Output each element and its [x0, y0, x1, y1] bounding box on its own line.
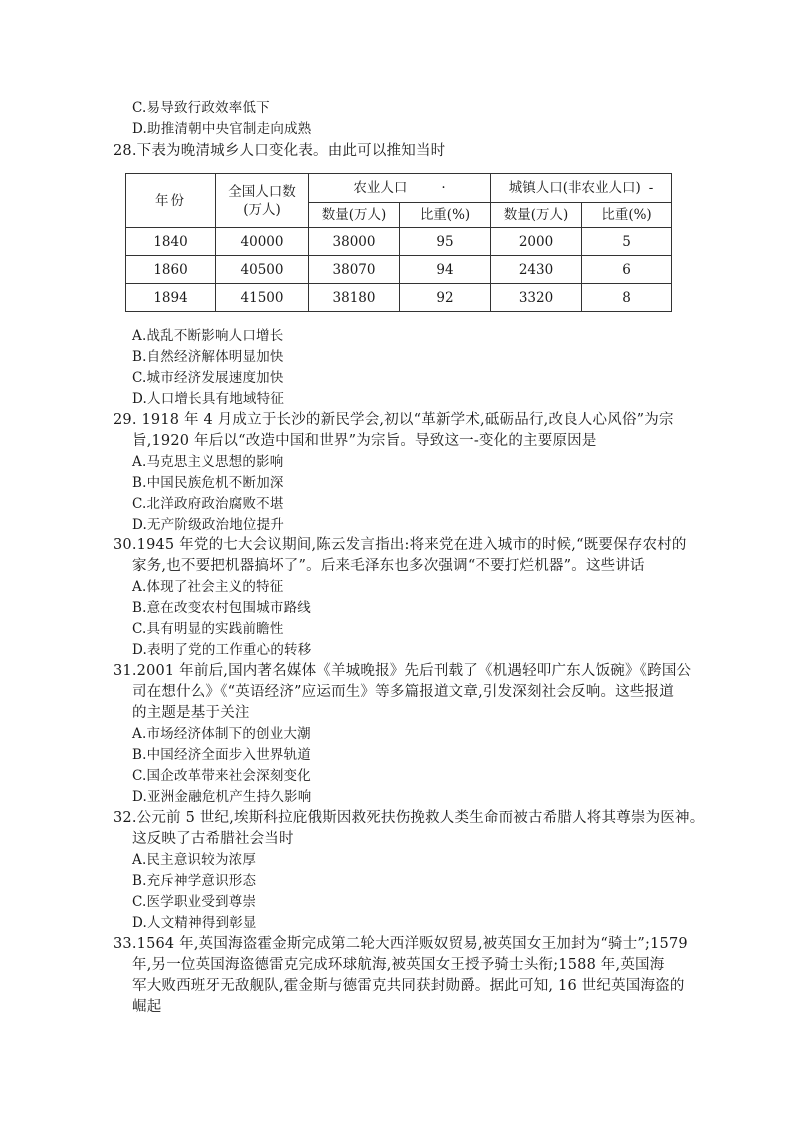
answer-option: B.意在改变农村包围城市路线 [132, 600, 312, 616]
question-stem: 33.1564 年,英国海盗霍金斯完成第二轮大西洋贩奴贸易,被英国女王加封为“骑士”;1579 [113, 936, 688, 952]
cell-urban-ratio: 6 [582, 256, 672, 284]
answer-option: A.马克思主义思想的影响 [132, 454, 284, 470]
header-agri-count: 数量(万人) [309, 203, 400, 228]
table-row [126, 256, 672, 284]
question-stem: 28.下表为晚清城乡人口变化表。由此可以推知当时 [113, 143, 446, 159]
cell-agri-count: 38000 [309, 228, 400, 256]
answer-option: D.表明了党的工作重心的转移 [132, 642, 312, 658]
cell-agri-ratio: 94 [400, 256, 491, 284]
question-text: 军大败西班牙无敌舰队,霍金斯与德雷克共同获封勋爵。据此可知, 16 世纪英国海盗的 [132, 978, 685, 994]
cell-total: 40500 [216, 256, 309, 284]
cell-urban-count: 2000 [491, 228, 582, 256]
header-year: 年份 [126, 174, 216, 228]
answer-option: C.北洋政府政治腐败不堪 [132, 496, 284, 512]
answer-option: A.市场经济体制下的创业大潮 [132, 726, 311, 742]
answer-option: C.医学职业受到尊崇 [132, 894, 257, 910]
answer-option: C.城市经济发展速度加快 [132, 370, 284, 386]
header-agri-ratio: 比重(%) [400, 203, 491, 228]
header-urban-label: 城镇人口(非农业人口) [508, 180, 641, 196]
cell-urban-ratio: 8 [582, 284, 672, 312]
cell-agri-ratio: 95 [400, 228, 491, 256]
question-stem: 29. 1918 年 4 月成立于长沙的新民学会,初以“革新学术,砥砺品行,改良人心风俗”为宗 [113, 412, 674, 428]
answer-option: B.充斥神学意识形态 [132, 873, 257, 889]
question-text: 年,另一位英国海盗德雷克完成环球航海,被英国女王授予骑士头衔;1588 年,英国海 [132, 957, 665, 973]
question-stem: 31.2001 年前后,国内著名媒体《羊城晚报》先后刊载了《机遇轻叩广东人饭碗》《跨国公 [113, 663, 692, 679]
answer-option: A.战乱不断影响人口增长 [132, 328, 284, 344]
answer-option: D.人文精神得到彰显 [132, 915, 257, 931]
answer-option: D.无产阶级政治地位提升 [132, 517, 285, 533]
table-header-row [126, 174, 672, 203]
header-urban-count: 数量(万人) [491, 203, 582, 228]
header-urban [491, 174, 672, 203]
header-total [216, 174, 309, 228]
table-row [126, 284, 672, 312]
cell-urban-count: 2430 [491, 256, 582, 284]
cell-total: 41500 [216, 284, 309, 312]
question-text: 司在想什么》《“英语经济”应运而生》等多篇报道文章,引发深刻社会反响。这些报道 [132, 684, 674, 700]
cell-year: 1840 [126, 228, 216, 256]
answer-option: B.自然经济解体明显加快 [132, 349, 284, 365]
header-agri [309, 174, 491, 203]
cell-year: 1894 [126, 284, 216, 312]
header-agri-label: 农业人口 [353, 180, 408, 196]
question-text: 旨,1920 年后以“改造中国和世界”为宗旨。导致这一-变化的主要原因是 [132, 433, 597, 449]
header-urban-mark: - [648, 180, 654, 196]
answer-option: A.体现了社会主义的特征 [132, 579, 284, 595]
answer-option: C.国企改革带来社会深刻变化 [132, 768, 311, 784]
question-text: 家务,也不要把机器搞坏了”。后来毛泽东也多次强调“不要打烂机器”。这些讲话 [132, 558, 645, 574]
population-table [125, 173, 672, 312]
cell-year: 1860 [126, 256, 216, 284]
cell-total: 40000 [216, 228, 309, 256]
cell-agri-ratio: 92 [400, 284, 491, 312]
header-total-unit: (万人) [243, 201, 281, 218]
question-stem: 32.公元前 5 世纪,埃斯科拉庇俄斯因救死扶伤挽救人类生命而被古希腊人将其尊崇为医神。 [113, 810, 705, 826]
question-text: 崛起 [132, 999, 162, 1015]
table-row [126, 228, 672, 256]
header-total-label: 全国人口数 [228, 183, 296, 200]
answer-option: C.具有明显的实践前瞻性 [132, 621, 284, 637]
answer-option: D.人口增长具有地域特征 [132, 391, 285, 407]
cell-urban-count: 3320 [491, 284, 582, 312]
cell-agri-count: 38180 [309, 284, 400, 312]
header-agri-mark: · [441, 180, 446, 196]
answer-option: D.助推清朝中央官制走向成熟 [132, 121, 312, 137]
answer-option: A.民主意识较为浓厚 [132, 852, 257, 868]
question-stem: 30.1945 年党的七大会议期间,陈云发言指出:将来党在进入城市的时候,“既要保存农村的 [113, 537, 687, 553]
cell-urban-ratio: 5 [582, 228, 672, 256]
header-urban-ratio: 比重(%) [582, 203, 672, 228]
answer-option: D.亚洲金融危机产生持久影响 [132, 789, 312, 805]
answer-option: B.中国民族危机不断加深 [132, 475, 284, 491]
cell-agri-count: 38070 [309, 256, 400, 284]
answer-option: B.中国经济全面步入世界轨道 [132, 747, 312, 763]
question-text: 的主题是基于关注 [132, 705, 250, 721]
question-text: 这反映了古希腊社会当时 [132, 831, 294, 847]
answer-option: C.易导致行政效率低下 [132, 100, 270, 116]
